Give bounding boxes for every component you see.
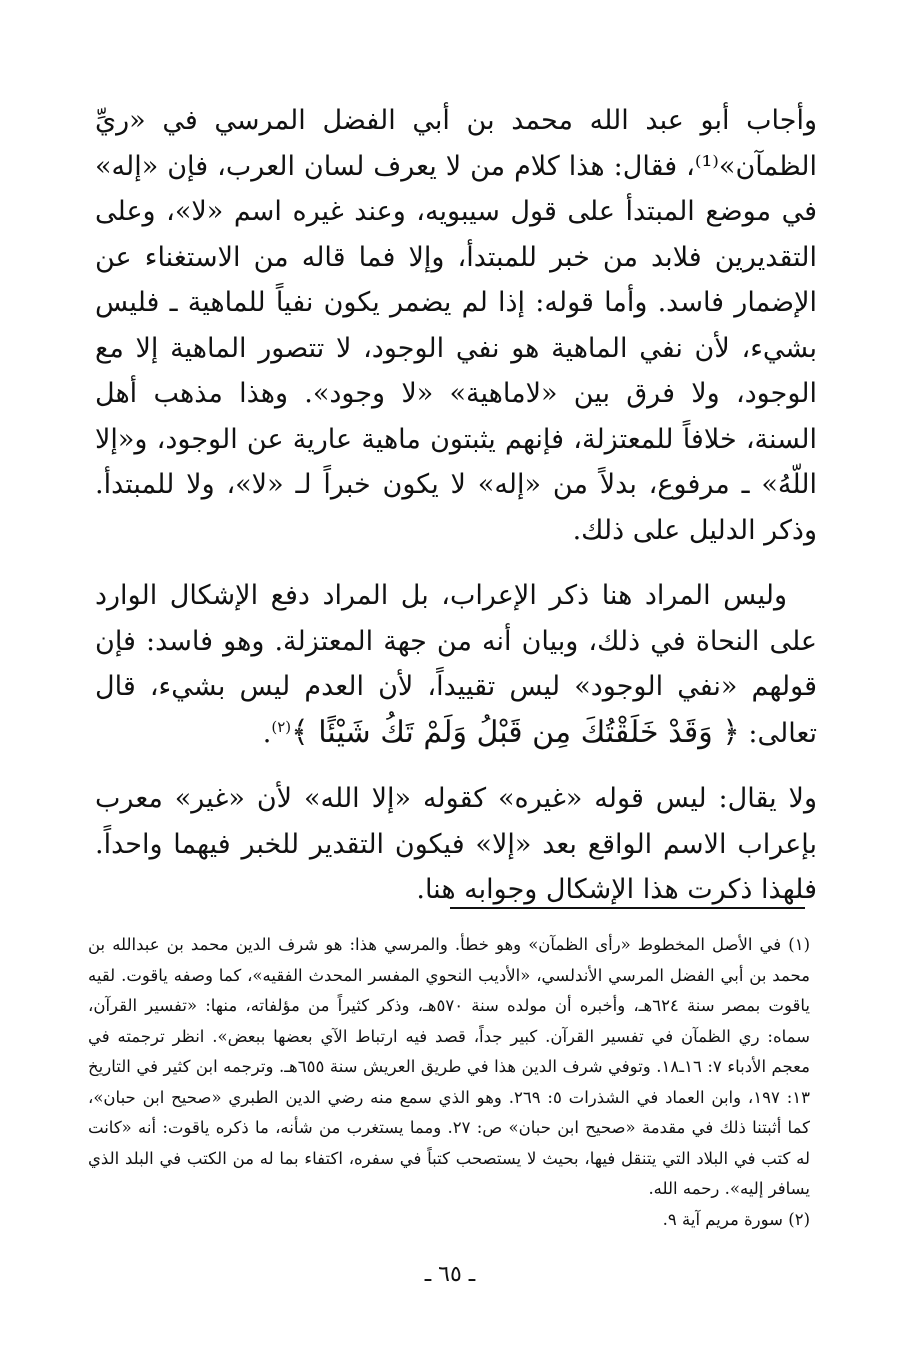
quran-end: .: [262, 717, 272, 749]
paragraph-2: [95, 573, 817, 756]
paragraph-2-text: وليس المراد هنا ذكر الإعراب، بل المراد دفع الإشكال الوارد على النحاة في ذلك، وبيان أنه من جهة المعتزلة. وهو فاسد: فإن قولهم «نفي الوجود» ليس تقييداً، لأن العدم ليس بشيء، قال تعالى:: [95, 580, 817, 749]
main-text: [95, 98, 817, 933]
footnote-2: (٢) سورة مريم آية ٩.: [662, 1209, 810, 1229]
quran-verse: ﴿ وَقَدْ خَلَقْتُكَ مِن قَبْلُ وَلَمْ تَكُ شَيْئًا ﴾: [291, 714, 740, 750]
paragraph-1: وأجاب أبو عبد الله محمد بن أبي الفضل المرسي في «ريِّ الظمآن»⁽¹⁾، فقال: هذا كلام من لا يعرف لسان العرب، فإن «إله» في موضع المبتدأ على قول سيبويه، وعند غيره اسم «لا»، وعلى التقديرين فلابد من خبر للمبتدأ، وإلا فما قاله من الاستغناء عن الإضمار فاسد. وأما قوله: إذا لم يضمر يكون نفياً للماهية ـ فليس بشيء، لأن نفي الماهية هو نفي الوجود، لا تتصور الماهية إلا مع الوجود، ولا فرق بين «لاماهية» «لا وجود». وهذا مذهب أهل السنة، خلافاً للمعتزلة، فإنهم يثبتون ماهية عارية عن الوجود، و«إلا اللّهُ» ـ مرفوع، بدلاً من «إله» لا يكون خبراً لـ «لا»، ولا للمبتدأ. وذكر الدليل على ذلك.: [95, 105, 817, 546]
footnotes: [88, 930, 810, 1235]
page-number: ـ ٦٥ ـ: [424, 1262, 476, 1287]
footnote-1: (١) في الأصل المخطوط «رأى الظمآن» وهو خطأ. والمرسي هذا: هو شرف الدين محمد بن عبدالله بن محمد بن أبي الفضل المرسي الأندلسي، «الأديب النحوي المفسر المحدث الفقيه»، كما وصفه ياقوت. لقيه ياقوت بمصر سنة ٦٢٤هـ، وأخبره أن مولده سنة ٥٧٠هـ، وذكر كثيراً من مؤلفاته، منها: «تفسير القرآن، سماه: ري الظمآن في تفسير القرآن. كبير جداً، قصد فيه ارتباط الآي بعضها ببعض». انظر ترجمته في معجم الأدباء ٧: ١٦ـ١٨. وتوفي شرف الدين هذا في طريق العريش سنة ٦٥٥هـ. وترجمه ابن كثير في التاريخ ١٣: ١٩٧، وابن العماد في الشذرات ٥: ٢٦٩. وهو الذي سمع منه رضي الدين الطبري «صحيح ابن حبان»، كما أثبتنا ذلك في مقدمة «صحيح ابن حبان» ص: ٢٧. ومما يستغرب من شأنه، ما ذكره ياقوت: أنه «كانت له كتب في البلاد التي يتنقل فيها، بحيث لا يستصحب كتباً في سفره، اكتفاء بما له من الكتب في البلد الذي يسافر إليه». رحمه الله.: [88, 935, 810, 1198]
footnote-separator: [450, 907, 805, 909]
paragraph-3: ولا يقال: ليس قوله «غيره» كقوله «إلا الله» لأن «غير» معرب بإعراب الاسم الواقع بعد «إلا» فيكون التقدير للخبر فيهما واحداً. فلهذا ذكرت هذا الإشكال وجوابه هنا.: [95, 783, 817, 905]
footnote-ref-2: (٢): [271, 717, 292, 736]
